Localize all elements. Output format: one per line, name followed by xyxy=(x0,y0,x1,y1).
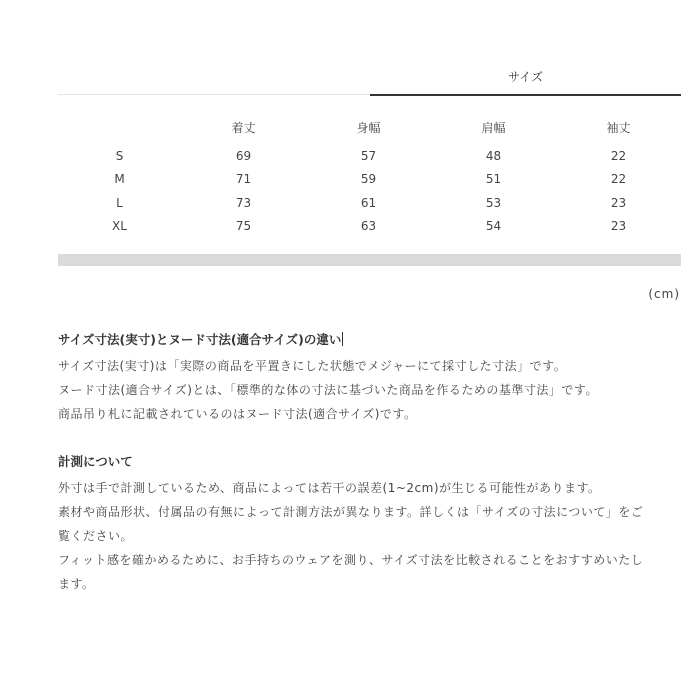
section-title-text: サイズ寸法(実寸)とヌード寸法(適合サイズ)の違い xyxy=(58,332,342,347)
table-header-cell: 身幅 xyxy=(356,120,381,135)
table-header-cell: 着丈 xyxy=(231,120,256,135)
table-header-row xyxy=(58,110,681,144)
table-cell: S xyxy=(115,148,124,163)
table-cell: 48 xyxy=(485,148,502,163)
table-cell: 71 xyxy=(235,172,252,187)
paragraph-line: 外寸は手で計測しているため、商品によっては若干の誤差(1~2cm)が生じる可能性があります。 xyxy=(58,481,601,495)
table-cell: 54 xyxy=(485,219,502,234)
table-cell: 63 xyxy=(360,219,377,234)
table-cell: 51 xyxy=(485,172,502,187)
size-table xyxy=(58,110,681,238)
table-row xyxy=(58,144,681,168)
paragraph-line: 素材や商品形状、付属品の有無によって計測方法が異なります。詳しくは「サイズの寸法について」をご xyxy=(58,505,644,519)
table-cell: 61 xyxy=(360,195,377,210)
paragraph-line: ます。 xyxy=(58,577,95,591)
table-cell: M xyxy=(114,172,125,187)
section-title: 計測について xyxy=(58,454,133,469)
paragraph-line: ヌード寸法(適合サイズ)とは、「標準的な体の寸法に基づいた商品を作るための基準寸法」です。 xyxy=(58,383,598,397)
text-caret xyxy=(342,332,343,346)
table-cell: 22 xyxy=(610,148,627,163)
table-header-cell: 肩幅 xyxy=(481,120,506,135)
section-size-difference xyxy=(58,330,688,426)
paragraph-line: 商品吊り札に記載されているのはヌード寸法(適合サイズ)です。 xyxy=(58,407,417,421)
paragraph-line: サイズ寸法(実寸)は「実際の商品を平置きにした状態でメジャーにて採寸した寸法」です。 xyxy=(58,359,567,373)
table-cell: L xyxy=(116,195,123,210)
table-cell: 53 xyxy=(485,195,502,210)
table-bottom-bar xyxy=(58,254,681,266)
tab-bar xyxy=(58,58,681,98)
table-header-cell: 袖丈 xyxy=(606,120,631,135)
table-cell: 23 xyxy=(610,219,627,234)
table-cell: XL xyxy=(112,219,127,234)
tab-divider xyxy=(58,94,370,95)
table-cell: 59 xyxy=(360,172,377,187)
table-cell: 73 xyxy=(235,195,252,210)
table-row xyxy=(58,215,681,239)
table-cell: 57 xyxy=(360,148,377,163)
table-cell: 75 xyxy=(235,219,252,234)
section-title xyxy=(58,330,343,348)
table-cell: 69 xyxy=(235,148,252,163)
table-row xyxy=(58,168,681,192)
section-measurement xyxy=(58,452,688,596)
unit-label: (cm) xyxy=(648,287,680,301)
table-cell: 23 xyxy=(610,195,627,210)
tab-size[interactable]: サイズ xyxy=(370,58,681,96)
table-cell: 22 xyxy=(610,172,627,187)
paragraph-line: 覧ください。 xyxy=(58,529,134,543)
table-row xyxy=(58,191,681,215)
paragraph-line: フィット感を確かめるために、お手持ちのウェアを測り、サイズ寸法を比較されることをおすすめいたし xyxy=(58,553,644,567)
